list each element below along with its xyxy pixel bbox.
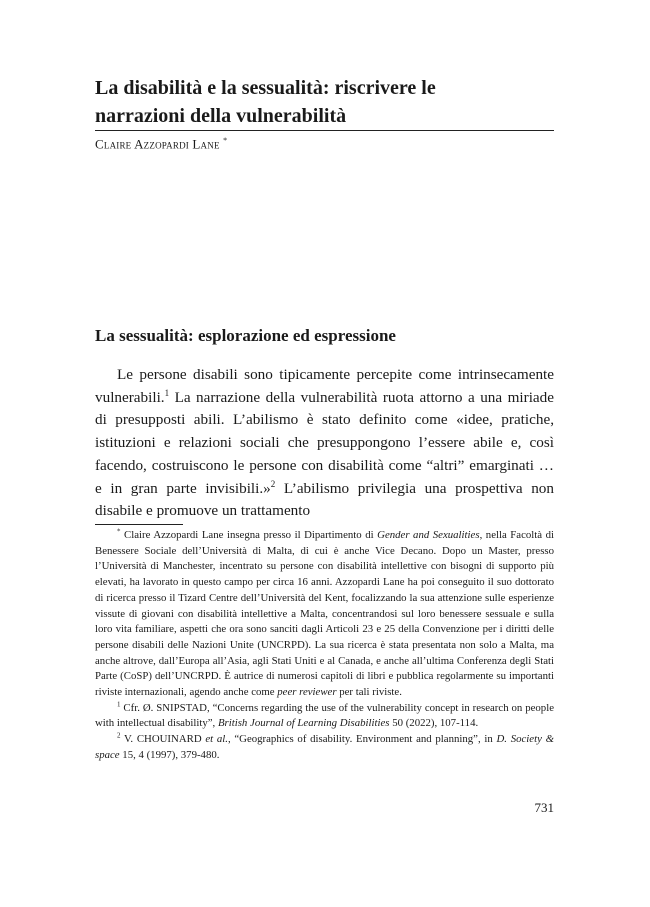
body-text-1: Le persone disabili sono tipicamente percepite come intrinsecamente vulnerabili. [95,366,554,406]
author-name: Claire Azzopardi Lane [95,136,220,152]
footnote-text: , “Geographics of disability. Environment and planning”, in [227,733,497,746]
footnote-author [95,528,554,701]
author-note-mark: * [223,136,228,145]
footnote-mark: * [117,527,121,536]
footnote-italic: peer reviewer [277,686,337,699]
footnote-separator [95,524,183,525]
footnote-italic: D. Society & space [95,733,554,761]
footnote-text: Claire Azzopardi Lane insegna presso il Dipartimento di [120,529,378,541]
footnote-italic: Gender and Sexualities [377,529,480,541]
footnote-italic: British Journal of Learning Disabilities [217,717,390,730]
footnote-text: , nella Facoltà di Benessere Sociale dell’Università di Malta, di cui è anche Vice Decano. Dopo un Master, presso l’Università di Manchester, incentrato su persone con disabilità intellettive con bisogni di supporto più elevati, ha lavorato in questo campo per circa 16 anni. Azzopardi Lane ha poi conseguito il suo dottorato di ricerca presso il Tizard Centre dell’Università del Kent, focalizzando la sua attenzione sulle esperienze vissute di giovani con disabilità intellettive a Malta, concentrandosi sul loro benessere sessuale e sulla loro vita familiare, aspetti che ora sono sanciti dagli Articoli 23 e 25 della Convenzione per i diritti delle persone disabili delle Nazioni Unite (UNCRPD). La sua ricerca è stata presentata non solo a Malta, ma anche altrove, dall’Europa all’Asia, agli Stati Uniti e al Canada, e anche all’ultima Conferenza degli Stati Parte (CoSP) dell’UNCRPD. È autrice di numerosi capitoli di libri e pubblica regolarmente su importanti riviste internazionali, agendo anche come [95,529,555,699]
footnote-ref-2: 2 [270,478,276,489]
body-paragraph [95,364,554,523]
footnote-mark: 2 [117,731,121,740]
body-text-2: La narrazione della vulnerabilità ruota attorno a una miriade di presupposti abili. L’abilismo è stato definito come «idee, pratiche, istituzioni e relazioni sociali che presuppongono l’essere abile e, così facendo, costruiscono le persone con disabilità come “altri” emarginati … e in gran parte invisibili.» [95,388,554,497]
footnote-ref-1: 1 [164,387,170,398]
article-title: La disabilità e la sessualità: riscrivere le narrazioni della vulnerabilità [95,77,436,127]
section-title: La sessualità: esplorazione ed espressione [95,326,396,345]
footnote-1 [95,701,554,732]
author-line [95,136,227,152]
footnote-mark: 1 [117,700,121,709]
page-number: 731 [534,800,554,815]
footnote-text: Cfr. Ø. SNIPSTAD, “Concerns regarding the use of the vulnerability concept in research on people with intellectual disability”, [95,701,554,730]
footnotes [95,528,554,764]
footnote-italic: et al. [205,733,228,746]
footnote-text: 50 (2022), 107-114. [389,717,479,730]
title-rule [95,130,554,131]
footnote-2 [95,732,554,763]
footnote-text: V. CHOUINARD [120,733,206,746]
footnote-text: 15, 4 (1997), 379-480. [119,748,220,761]
body-text-3: L’abilismo privilegia una prospettiva non disabile e promuove un trattamento [95,479,554,520]
footnote-text: per tali riviste. [336,686,402,699]
